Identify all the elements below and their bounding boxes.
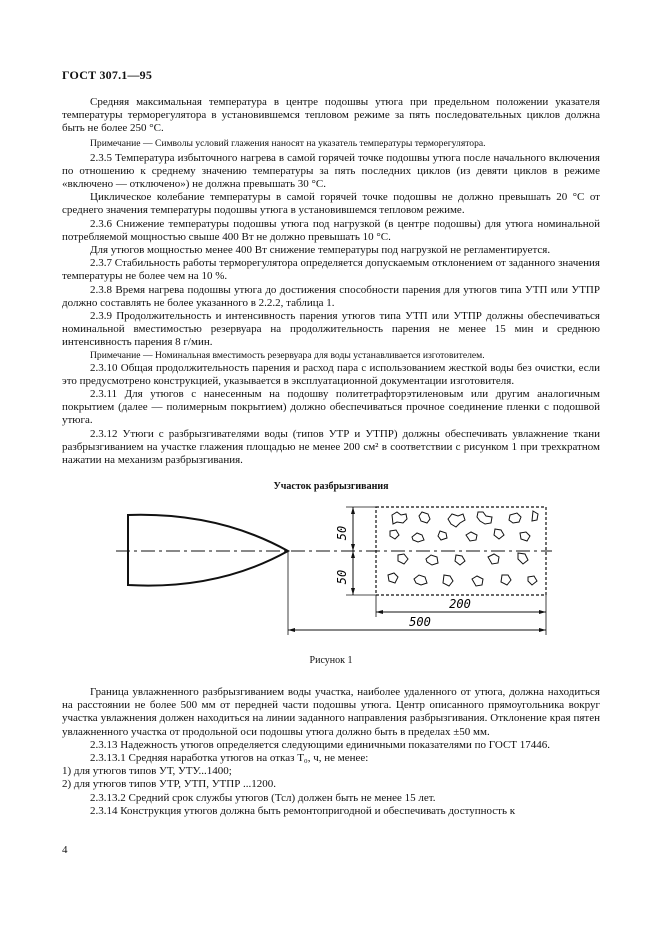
list-item: 1) для утюгов типов УТ, УТУ...1400;	[62, 765, 232, 778]
figure-title: Участок разбрызгивания	[273, 481, 389, 492]
page-number: 4	[62, 844, 68, 856]
body-top	[62, 96, 600, 467]
paragraph: 2.3.6 Снижение температуры подошвы утюга под нагрузкой (в центре подошвы) для утюга номинальной потребляемой мощностью свыше 400 Вт не должно превышать 10 °С.	[62, 217, 600, 243]
paragraph: 2.3.5 Температура избыточного нагрева в самой горячей точке подошвы утюга после начального включения по отношению к среднему значению температуры за пять последних циклов (из девяти циклов в режиме «включено — отключено») не должна превышать 30 °С.	[62, 151, 600, 191]
paragraph: 2.3.14 Конструкция утюгов должна быть ремонтопригодной и обеспечивать доступность к	[90, 804, 516, 817]
note-paragraph: Примечание — Номинальная вместимость резервуара для воды устанавливается изготовителем.	[90, 349, 485, 361]
iron-sole-outline	[128, 515, 288, 586]
dimension-500: 500	[409, 615, 431, 629]
dimension-50-bottom: 50	[335, 569, 349, 585]
paragraph: 2.3.10 Общая продолжительность парения и расход пара с использованием жесткой воды без очистки, если это предусмотрено конструкцией, указывается в эксплуатационной документации изготовителя.	[62, 361, 600, 387]
paragraph: 2.3.8 Время нагрева подошвы утюга до достижения способности парения для утюгов типа УТП или УТПР должно составлять не более указанного в 2.2.2, таблица 1.	[62, 283, 600, 309]
paragraph: Средняя максимальная температура в центре подошвы утюга при предельном положении указателя температуры терморегулятора в установившемся тепловом режиме за пять последовательных циклов должна быть не более 250 °С.	[62, 96, 600, 135]
paragraph: 2.3.13 Надежность утюгов определяется следующими единичными показателями по ГОСТ 17446.	[90, 738, 551, 751]
note-paragraph: Примечание — Символы условий глажения наносят на указатель температуры терморегулятора.	[90, 137, 486, 149]
paragraph: 2.3.7 Стабильность работы терморегулятора определяется допускаемым отклонением от заданного значения температуры не более чем на 10 %.	[62, 257, 600, 283]
paragraph: 2.3.11 Для утюгов с нанесенным на подошву политетрафторэтиленовым или другим аналогичным покрытием (далее — полимерным покрытием) должно обеспечиваться прочное соединение пленки с подошвой утюга.	[62, 388, 600, 427]
spray-area-figure	[100, 495, 560, 640]
paragraph: Циклическое колебание температуры в самой горячей точке подошвы не должно превышать 20 °С от среднего значения температуры подошвы утюга в установившемся тепловом режиме.	[62, 191, 600, 217]
dimension-50-top: 50	[335, 525, 349, 541]
paragraph: 2.3.13.1 Средняя наработка утюгов на отказ Т₀, ч, не менее:	[90, 752, 369, 765]
paragraph: Для утюгов мощностью менее 400 Вт снижение температуры под нагрузкой не регламентируется.	[90, 244, 551, 257]
spray-spots	[388, 511, 538, 586]
paragraph: 2.3.12 Утюги с разбрызгивателями воды (типов УТР и УТПР) должны обеспечивать увлажнение ткани разбрызгиванием на участке глажения площадью не менее 200 см² в соответствии с рисунком 1 при трехкратном нажатии на механизм разбрызгивания.	[62, 427, 600, 467]
body-bottom	[62, 686, 600, 818]
paragraph: 2.3.13.2 Средний срок службы утюгов (Тсл) должен быть не менее 15 лет.	[90, 791, 436, 804]
paragraph: 2.3.9 Продолжительность и интенсивность парения утюгов типа УТП или УТПР должны обеспечиваться номинальной вместимостью резервуара на продолжительность парения не менее 15 мин и среднюю интенсивность парения 8 г/мин.	[62, 310, 600, 349]
document-header: ГОСТ 307.1—95	[62, 68, 153, 82]
dimension-200: 200	[449, 597, 471, 611]
figure-caption: Рисунок 1	[309, 655, 353, 666]
list-item: 2) для утюгов типов УТР, УТП, УТПР ...1200.	[62, 778, 277, 791]
paragraph: Граница увлажненного разбрызгиванием воды участка, наиболее удаленного от утюга, должна находиться на расстоянии не более 500 мм от передней части подошвы утюга. Центр описанного прямоугольника вокруг участка увлажнения должен находиться на линии заданного направления разбрызгивания. Отклонение края пятен увлажненного участка от продольной оси подошвы утюга должно быть в пределах ±50 мм.	[62, 686, 600, 738]
